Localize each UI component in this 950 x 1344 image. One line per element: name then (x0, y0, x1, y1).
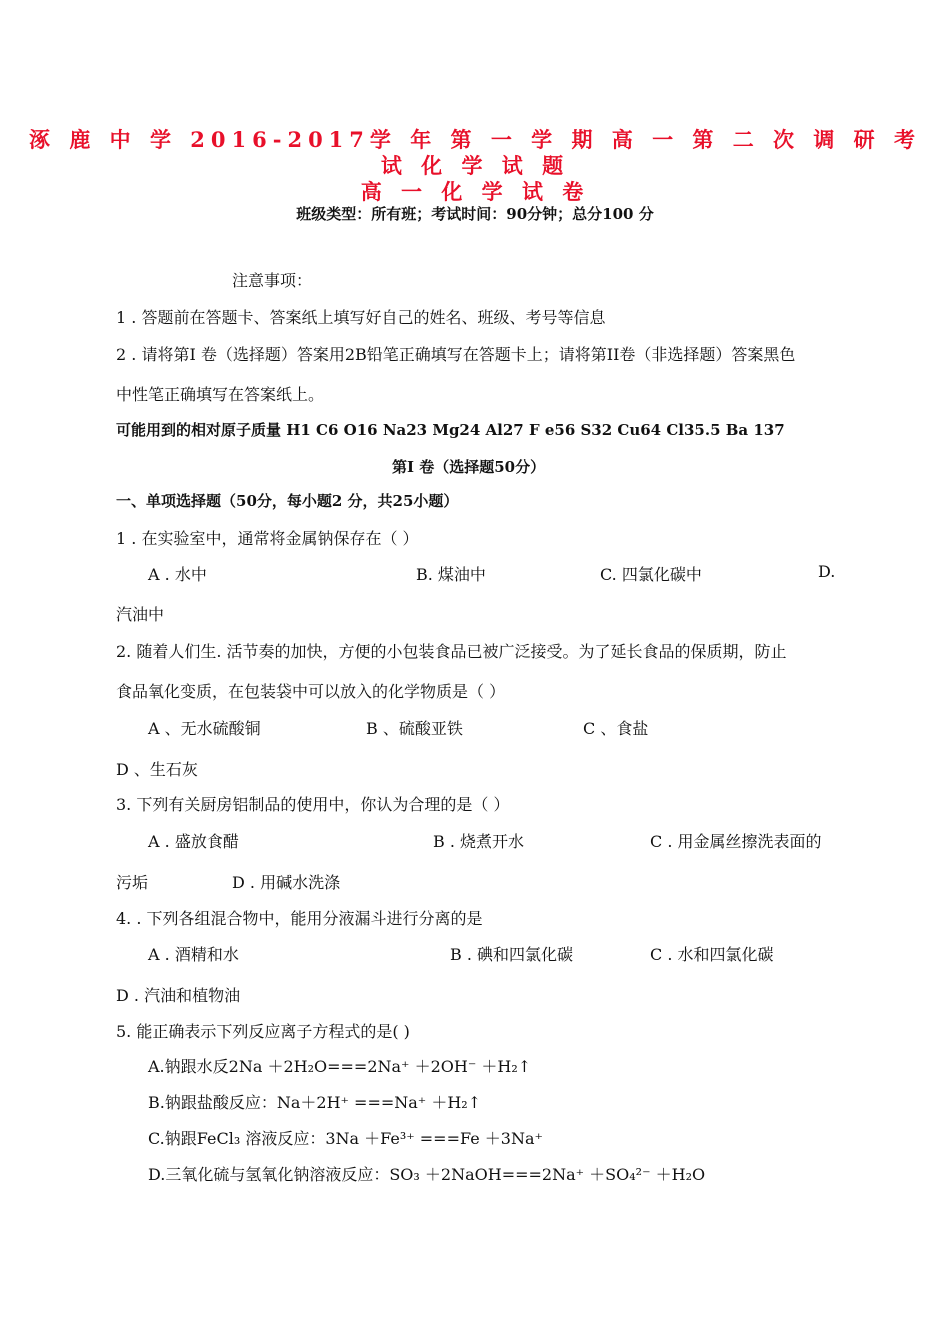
question-1-option-d-text: 汽油中 (116, 605, 165, 624)
question-3-option-d: D . 用碱水洗涤 (232, 873, 341, 892)
exam-subtitle: 班级类型：所有班；考试时间：90分钟；总分100 分 (296, 205, 654, 223)
note-item-2b: 中性笔正确填写在答案纸上。 (116, 385, 325, 404)
exam-title-line2: 试 化 学 试 题 (380, 153, 570, 178)
volume-heading: 第I 卷（选择题50分） (392, 458, 546, 476)
question-2-stem-1: 2. 随着人们生. 活节奏的加快，方便的小包装食品已被广泛接受。为了延长食品的保质期，防止 (116, 642, 787, 661)
atomic-masses: 可能用到的相对原子质量 H1 C6 O16 Na23 Mg24 Al27 F e56 S32 Cu64 Cl35.5 Ba 137 (116, 421, 785, 439)
question-3-option-c-line1: C . 用金属丝擦洗表面的 (650, 832, 822, 851)
question-5-option-d: D.三氧化硫与氢氧化钠溶液反应：SO₃ ＋2NaOH===2Na⁺ ＋SO₄²⁻ ＋H₂O (148, 1165, 706, 1184)
exam-title-line3: 高 一 化 学 试 卷 (360, 179, 590, 204)
question-2-option-c: C 、食盐 (583, 719, 649, 738)
question-5-option-b: B.钠跟盐酸反应：Na＋2H⁺ ===Na⁺ ＋H₂↑ (148, 1093, 482, 1112)
question-2-option-b: B 、硫酸亚铁 (366, 719, 463, 738)
question-2-option-a: A 、无水硫酸铜 (148, 719, 261, 738)
question-5-option-c: C.钠跟FeCl₃ 溶液反应：3Na ＋Fe³⁺ ===Fe ＋3Na⁺ (148, 1129, 543, 1148)
question-1-option-d-label: D. (818, 562, 836, 581)
note-item-2a: 2 . 请将第I 卷（选择题）答案用2B铅笔正确填写在答题卡上；请将第II卷（非选择题）答案黑色 (116, 345, 796, 364)
question-4-stem: 4. . 下列各组混合物中，能用分液漏斗进行分离的是 (116, 909, 483, 928)
question-2-stem-2: 食品氧化变质，在包装袋中可以放入的化学物质是（ ） (116, 682, 506, 701)
question-5-option-a: A.钠跟水反2Na ＋2H₂O===2Na⁺ ＋2OH⁻ ＋H₂↑ (148, 1057, 532, 1076)
question-3-option-b: B . 烧煮开水 (433, 832, 525, 851)
question-5-stem: 5. 能正确表示下列反应离子方程式的是( ) (116, 1022, 410, 1041)
note-item-1: 1 . 答题前在答题卡、答案纸上填写好自己的姓名、班级、考号等信息 (116, 308, 606, 327)
question-4-option-b: B . 碘和四氯化碳 (450, 945, 574, 964)
question-1-stem: 1 . 在实验室中，通常将金属钠保存在（ ） (116, 529, 419, 548)
question-2-option-d: D 、生石灰 (116, 760, 198, 779)
question-1-option-b: B. 煤油中 (416, 565, 486, 584)
question-3-stem: 3. 下列有关厨房铝制品的使用中，你认为合理的是（ ） (116, 795, 510, 814)
part-heading: 一、单项选择题（50分，每小题2 分，共25小题） (116, 492, 459, 510)
question-4-option-a: A . 酒精和水 (148, 945, 239, 964)
question-4-option-c: C . 水和四氯化碳 (650, 945, 774, 964)
question-3-option-c-line2: 污垢 (116, 873, 149, 892)
question-1-option-a: A . 水中 (148, 565, 207, 584)
notes-heading: 注意事项： (232, 271, 313, 290)
exam-title-line1: 涿 鹿 中 学 2016-2017学 年 第 一 学 期 高 一 第 二 次 调 研 考 (29, 127, 921, 152)
question-1-option-c: C. 四氯化碳中 (600, 565, 702, 584)
question-4-option-d: D . 汽油和植物油 (116, 986, 241, 1005)
question-3-option-a: A . 盛放食醋 (148, 832, 239, 851)
